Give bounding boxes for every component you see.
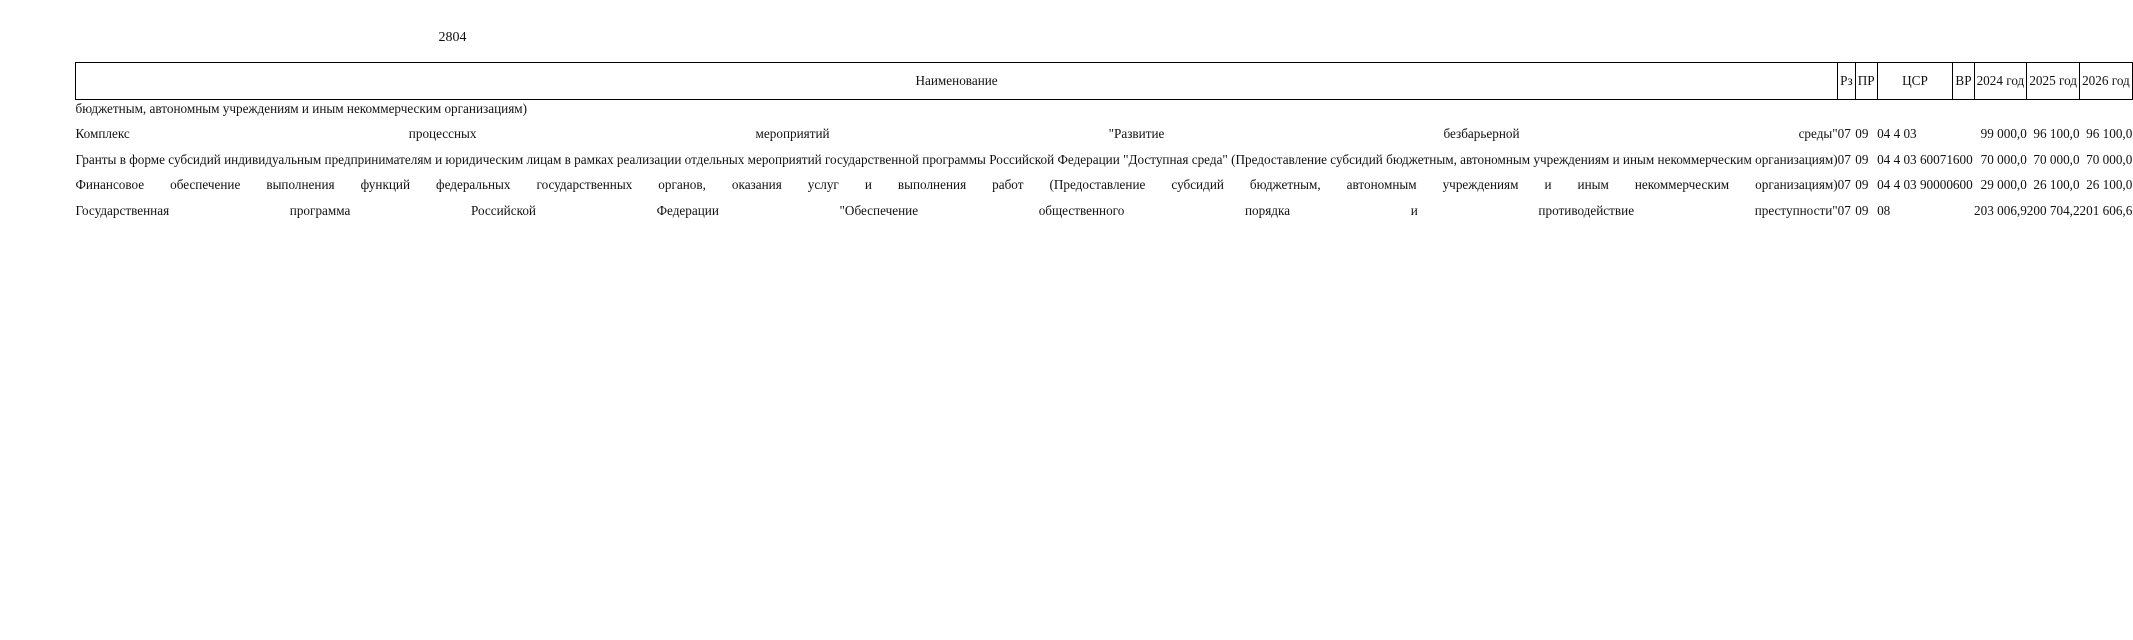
- row-2025: 70 000,0: [2033, 151, 2080, 167]
- row-2025: 200 704,2: [2026, 202, 2080, 218]
- header-rz: Рз: [1838, 63, 1856, 100]
- row-vr: 600: [1952, 151, 1973, 167]
- row-csr: 04 4 03 60071: [1877, 151, 1953, 167]
- table-row: [76, 151, 2133, 168]
- row-2026: [2080, 100, 2133, 118]
- header-name: Наименование: [76, 63, 1838, 100]
- row-spacer: [76, 117, 2133, 125]
- row-rz: 07: [1837, 151, 1851, 167]
- row-csr: 04 4 03 90000: [1877, 177, 1953, 193]
- row-spacer: [76, 194, 2133, 202]
- row-pr: 09: [1855, 151, 1869, 167]
- table-row: [76, 176, 2133, 193]
- row-csr: [1877, 100, 1953, 118]
- row-rz: 07: [1837, 202, 1851, 218]
- row-2025: 96 100,0: [2033, 126, 2080, 142]
- row-2024: 99 000,0: [1980, 126, 2027, 142]
- row-vr: [1953, 202, 1974, 219]
- row-vr: 600: [1952, 177, 1973, 193]
- row-csr: 04 4 03: [1877, 126, 1917, 142]
- table-header-row: [76, 63, 2133, 100]
- row-name: Финансовое обеспечение выполнения функций федеральных государственных органов, оказания услуг и выполнения работ (Предоставление субсидий бюджетным, автономным учреждениям и иным некоммерческим организациям): [75, 177, 1838, 193]
- row-spacer: [76, 143, 2133, 151]
- header-2024: 2024 год: [1974, 63, 2027, 100]
- row-2025: 26 100,0: [2033, 177, 2080, 193]
- row-rz: 07: [1837, 177, 1851, 193]
- row-rz: 07: [1837, 126, 1851, 142]
- row-name: Гранты в форме субсидий индивидуальным предпринимателям и юридическим лицам в рамках реализации отдельных мероприятий государственной программы Российской Федерации "Доступная среда" (Предоставление субсидий бюджетным, автономным учреждениям и иным некоммерческим организациям): [75, 151, 1838, 167]
- row-pr: 09: [1855, 177, 1869, 193]
- row-name: Государственная программа Российской Федерации "Обеспечение общественного порядка и противодействие преступности": [75, 202, 1838, 218]
- row-vr: [1953, 100, 1974, 118]
- row-2024: 70 000,0: [1980, 151, 2027, 167]
- header-pr: ПР: [1855, 63, 1877, 100]
- row-pr: 09: [1855, 126, 1869, 142]
- row-pr: [1855, 100, 1877, 118]
- budget-table: [75, 62, 2133, 219]
- row-2026: 26 100,0: [2086, 177, 2133, 193]
- header-csr: ЦСР: [1877, 63, 1953, 100]
- row-name: бюджетным, автономным учреждениям и иным некоммерческим организациям): [75, 101, 528, 116]
- row-2024: 29 000,0: [1980, 177, 2027, 193]
- row-vr: [1953, 125, 1974, 142]
- row-rz: [1838, 100, 1856, 118]
- row-2024: 203 006,9: [1974, 202, 2027, 218]
- table-row: [76, 202, 2133, 219]
- table-row: [76, 125, 2133, 142]
- row-2025: [2027, 100, 2080, 118]
- row-2024: [1974, 100, 2027, 118]
- row-2026: 201 606,6: [2079, 202, 2133, 218]
- row-pr: 09: [1855, 202, 1869, 218]
- row-csr: 08: [1877, 202, 1891, 218]
- header-2026: 2026 год: [2080, 63, 2133, 100]
- header-2025: 2025 год: [2027, 63, 2080, 100]
- table-row: [76, 100, 2133, 118]
- row-2026: 96 100,0: [2086, 126, 2133, 142]
- row-spacer: [76, 168, 2133, 176]
- page-number: 2804: [438, 30, 467, 45]
- row-name: Комплекс процессных мероприятий "Развитие безбарьерной среды": [75, 126, 1838, 142]
- row-2026: 70 000,0: [2086, 151, 2133, 167]
- header-vr: ВР: [1953, 63, 1974, 100]
